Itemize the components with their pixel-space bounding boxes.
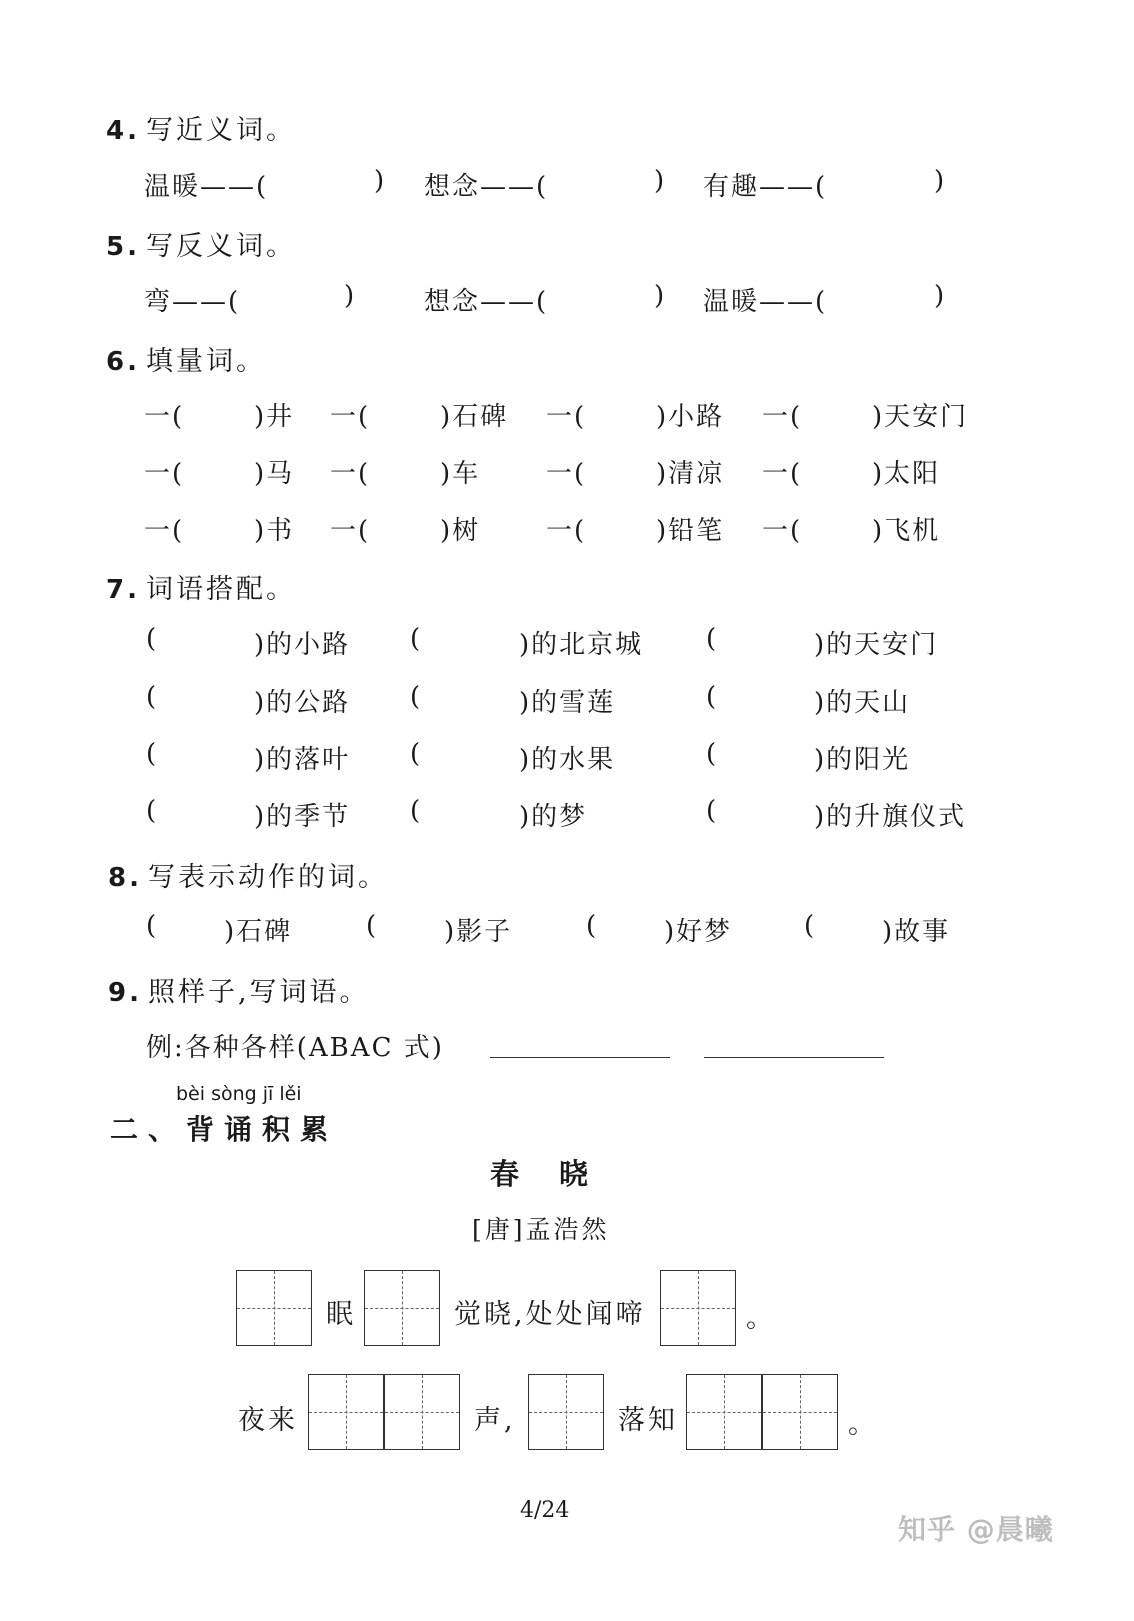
open-paren: ( [146, 796, 159, 826]
tianzige-box[interactable] [384, 1374, 460, 1450]
open-paren: ( [146, 624, 159, 654]
close-paren: ) [934, 281, 947, 311]
synonym-item-3: 有趣——( [703, 172, 828, 202]
page-number: 4/24 [520, 1498, 570, 1523]
measure-item: )小路 [656, 402, 725, 432]
close-paren: ) [654, 166, 667, 196]
close-paren: ) [934, 166, 947, 196]
tianzige-box[interactable] [308, 1374, 384, 1450]
question-text: 写反义词。 [145, 231, 296, 262]
measure-item: )石碑 [440, 402, 509, 432]
open-paren: ( [586, 911, 599, 941]
example-text: 例:各种各样(ABAC 式) [146, 1033, 444, 1063]
measure-prefix: 一( [762, 402, 803, 432]
poem-fragment: 夜来 [238, 1405, 298, 1436]
open-paren: ( [146, 911, 159, 941]
tianzige-box[interactable] [660, 1270, 736, 1346]
question-text: 写近义词。 [145, 115, 296, 146]
action-item: )故事 [882, 917, 951, 947]
question-8-title [108, 855, 388, 894]
measure-item: )飞机 [872, 516, 941, 546]
measure-item: )书 [254, 516, 295, 546]
poem-title: 春晓 [490, 1157, 629, 1191]
measure-item: )太阳 [872, 459, 941, 489]
question-number: 8. [108, 863, 142, 893]
measure-prefix: 一( [144, 516, 185, 546]
synonym-item-1: 温暖——( [144, 172, 269, 202]
question-number: 5. [106, 232, 140, 262]
measure-item: )井 [254, 402, 295, 432]
measure-prefix: 一( [330, 402, 371, 432]
poem-fragment: 落知 [618, 1405, 678, 1436]
open-paren: ( [146, 682, 159, 712]
tianzige-box[interactable] [686, 1374, 762, 1450]
open-paren: ( [804, 911, 817, 941]
open-paren: ( [706, 796, 719, 826]
collocation-item: )的天山 [814, 688, 911, 718]
question-4-title [106, 108, 296, 147]
open-paren: ( [410, 624, 423, 654]
tianzige-box[interactable] [364, 1270, 440, 1346]
question-6-title [106, 339, 266, 378]
measure-item: )车 [440, 459, 481, 489]
question-text: 填量词。 [145, 346, 266, 377]
measure-prefix: 一( [546, 402, 587, 432]
answer-blank-1[interactable] [490, 1057, 670, 1058]
measure-prefix: 一( [330, 516, 371, 546]
open-paren: ( [410, 682, 423, 712]
measure-item: )清凉 [656, 459, 725, 489]
measure-prefix: 一( [546, 459, 587, 489]
question-text: 写表示动作的词。 [147, 862, 388, 893]
measure-prefix: 一( [144, 402, 185, 432]
collocation-item: )的水果 [519, 745, 616, 775]
antonym-item-2: 想念——( [424, 287, 549, 317]
collocation-item: )的阳光 [814, 745, 911, 775]
tianzige-box[interactable] [528, 1374, 604, 1450]
close-paren: ) [374, 166, 387, 196]
close-paren: ) [344, 281, 357, 311]
question-text: 词语搭配。 [145, 574, 296, 605]
collocation-item: )的雪莲 [519, 688, 616, 718]
poem-fragment: 眠 [326, 1299, 356, 1330]
answer-blank-2[interactable] [704, 1057, 884, 1058]
open-paren: ( [706, 682, 719, 712]
collocation-item: )的落叶 [254, 745, 351, 775]
question-text: 照样子,写词语。 [147, 977, 370, 1008]
action-item: )好梦 [664, 917, 733, 947]
collocation-item: )的梦 [519, 802, 588, 832]
collocation-item: )的升旗仪式 [814, 802, 967, 832]
close-paren: ) [654, 281, 667, 311]
collocation-item: )的北京城 [519, 630, 644, 660]
tianzige-box[interactable] [762, 1374, 838, 1450]
collocation-item: )的小路 [254, 630, 351, 660]
action-item: )石碑 [224, 917, 293, 947]
poem-author: [唐]孟浩然 [472, 1215, 610, 1244]
open-paren: ( [706, 624, 719, 654]
measure-prefix: 一( [330, 459, 371, 489]
open-paren: ( [146, 739, 159, 769]
section-title: 二、背诵积累 [110, 1113, 339, 1146]
poem-fragment: 觉晓,处处闻啼 [454, 1299, 646, 1330]
poem-punctuation: 。 [746, 1303, 776, 1334]
watermark: 知乎 @晨曦 [898, 1513, 1054, 1546]
measure-item: )马 [254, 459, 295, 489]
poem-fragment: 声, [474, 1405, 516, 1436]
measure-prefix: 一( [762, 516, 803, 546]
open-paren: ( [706, 739, 719, 769]
open-paren: ( [410, 796, 423, 826]
question-number: 7. [106, 575, 140, 605]
action-item: )影子 [444, 917, 513, 947]
collocation-item: )的天安门 [814, 630, 939, 660]
measure-prefix: 一( [144, 459, 185, 489]
question-9-title [108, 970, 370, 1009]
measure-prefix: 一( [762, 459, 803, 489]
question-number: 6. [106, 347, 140, 377]
poem-punctuation: 。 [848, 1409, 878, 1440]
question-number: 4. [106, 116, 140, 146]
measure-item: )天安门 [872, 402, 969, 432]
measure-item: )铅笔 [656, 516, 725, 546]
collocation-item: )的公路 [254, 688, 351, 718]
open-paren: ( [366, 911, 379, 941]
question-5-title [106, 224, 296, 263]
measure-item: )树 [440, 516, 481, 546]
antonym-item-1: 弯——( [144, 287, 241, 317]
synonym-item-2: 想念——( [424, 172, 549, 202]
collocation-item: )的季节 [254, 802, 351, 832]
measure-prefix: 一( [546, 516, 587, 546]
section-pinyin: bèi sòng jī lěi [176, 1083, 302, 1105]
question-number: 9. [108, 978, 142, 1008]
open-paren: ( [410, 739, 423, 769]
antonym-item-3: 温暖——( [703, 287, 828, 317]
tianzige-box[interactable] [236, 1270, 312, 1346]
question-7-title [106, 567, 296, 606]
